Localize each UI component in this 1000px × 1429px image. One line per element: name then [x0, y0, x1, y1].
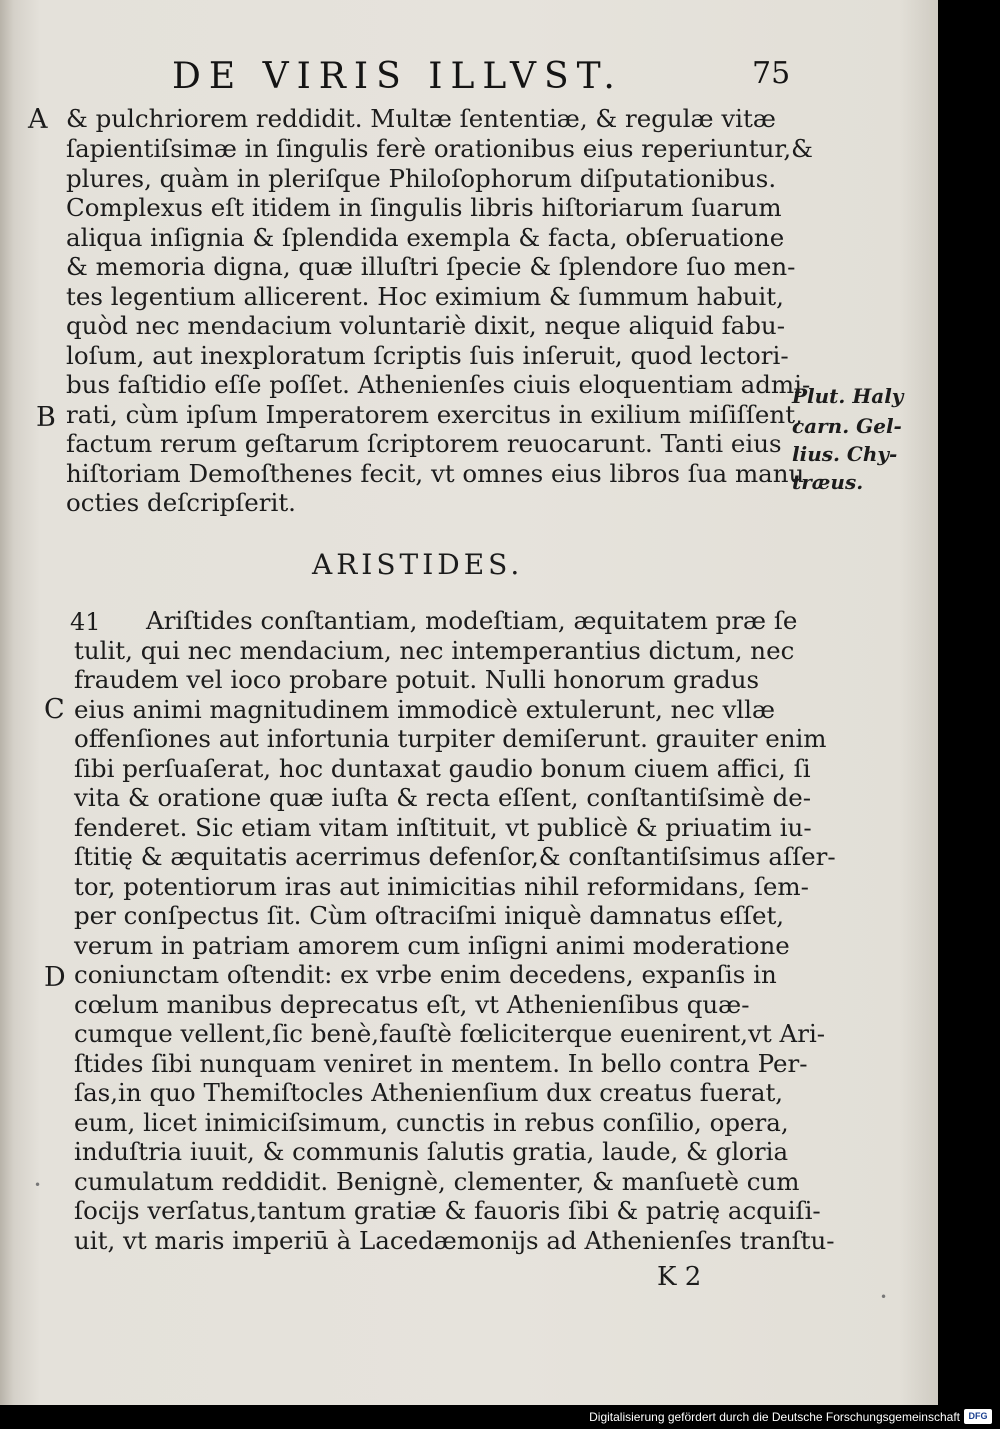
text-line: Ariſtides conſtantiam, modeſtiam, æquitatem præ ſe	[146, 606, 798, 635]
text-line: ſtitię & æquitatis acerrimus defenſor,& conſtantiſsimus aſſer-	[74, 842, 836, 871]
text-line: fraudem vel ioco probare potuit. Nulli honorum gradus	[74, 665, 760, 694]
text-line: ſas,in quo Themiſtocles Athenienſium dux creatus fuerat,	[74, 1078, 784, 1107]
text-line: tor, potentiorum iras aut inimicitias nihil reformidans, ſem-	[74, 872, 809, 901]
digitization-footer	[0, 1405, 1000, 1429]
text-line: cœlum manibus deprecatus eſt, vt Athenienſibus quæ-	[74, 990, 750, 1019]
ink-speck-icon: •	[880, 1290, 888, 1304]
margin-note-line: Plut. Haly	[792, 384, 904, 408]
margin-note-line: lius. Chy-	[792, 442, 898, 466]
section-letter-c: C	[44, 694, 65, 725]
text-line: & pulchriorem reddidit. Multæ ſententiæ, & regulæ vitæ	[66, 104, 776, 133]
text-line: hiſtoriam Demoſthenes fecit, vt omnes eius libros ſua manu	[66, 459, 805, 488]
text-line: per conſpectus ſit. Cùm oſtraciſmi iniquè damnatus eſſet,	[74, 901, 785, 930]
text-line: Complexus eſt itidem in ſingulis libris hiſtoriarum ſuarum	[66, 193, 782, 222]
running-head: DE VIRIS ILLVST.	[172, 56, 623, 97]
paragraph-number: 41	[70, 608, 101, 636]
section-letter-b: B	[36, 402, 56, 433]
text-line: ſibi perſuaſerat, hoc duntaxat gaudio bonum ciuem affici, ſi	[74, 754, 811, 783]
text-line: octies deſcripſerit.	[66, 488, 296, 517]
text-line: verum in patriam amorem cum inſigni animi moderatione	[74, 931, 790, 960]
page-number: 75	[752, 56, 791, 91]
text-line: quòd nec mendacium voluntariè dixit, neque aliquid fabu-	[66, 311, 785, 340]
dfg-logo-icon: DFG	[964, 1409, 992, 1424]
text-line: fenderet. Sic etiam vitam inſtituit, vt publicè & priuatim iu-	[74, 813, 812, 842]
text-line: & memoria digna, quæ illuſtri ſpecie & ſplendore ſuo men-	[66, 252, 796, 281]
footer-credit: Digitalisierung gefördert durch die Deutsche Forschungsgemeinschaft	[589, 1410, 960, 1424]
text-line: eius animi magnitudinem immodicè extulerunt, nec vllæ	[74, 695, 776, 724]
text-line: vita & oratione quæ iuſta & recta eſſent, conſtantiſsimè de-	[74, 783, 812, 812]
text-line: ſtides ſibi nunquam veniret in mentem. In bello contra Per-	[74, 1049, 808, 1078]
text-line: cumulatum reddidit. Benignè, clementer, & manſuetè cum	[74, 1167, 800, 1196]
text-line: plures, quàm in pleriſque Philoſophorum diſputationibus.	[66, 164, 777, 193]
margin-note-line: carn. Gel-	[792, 414, 902, 438]
text-line: aliqua inſignia & ſplendida exempla & facta, obſeruatione	[66, 223, 785, 252]
text-line: induſtria iuuit, & communis ſalutis gratia, laude, & gloria	[74, 1137, 789, 1166]
text-line: ſocijs verſatus,tantum gratiæ & fauoris ſibi & patrię acquiſi-	[74, 1196, 821, 1225]
text-line: eum, licet inimiciſsimum, cunctis in rebus conſilio, opera,	[74, 1108, 789, 1137]
section-letter-d: D	[44, 962, 66, 993]
text-line: loſum, aut inexploratum ſcriptis ſuis inſeruit, quod lectori-	[66, 341, 789, 370]
text-line: uit, vt maris imperiū à Lacedæmonijs ad Athenienſes tranſtu-	[74, 1226, 835, 1255]
section-title: ARISTIDES.	[312, 548, 524, 581]
signature-mark: K 2	[657, 1262, 702, 1292]
text-line: rati, cùm ipſum Imperatorem exercitus in exilium miſiſſent,	[66, 400, 803, 429]
text-line: tes legentium allicerent. Hoc eximium & ſummum habuit,	[66, 282, 784, 311]
section-letter-a: A	[28, 104, 48, 135]
text-line: tulit, qui nec mendacium, nec intemperantius dictum, nec	[74, 636, 795, 665]
ink-speck-icon: •	[34, 1178, 42, 1192]
text-line: bus faſtidio eſſe poſſet. Athenienſes ciuis eloquentiam admi-	[66, 370, 811, 399]
margin-note-line: træus.	[792, 470, 864, 494]
text-line: cumque vellent,ſic benè,fauſtè fœliciterque euenirent,vt Ari-	[74, 1019, 826, 1048]
text-line: factum rerum geſtarum ſcriptorem reuocarunt. Tanti eius	[66, 429, 782, 458]
text-line: coniunctam oſtendit: ex vrbe enim decedens, expanſis in	[74, 960, 777, 989]
text-line: offenſiones aut infortunia turpiter demiſerunt. grauiter enim	[74, 724, 827, 753]
text-line: ſapientiſsimæ in ſingulis ferè orationibus eius reperiuntur,&	[66, 134, 813, 163]
